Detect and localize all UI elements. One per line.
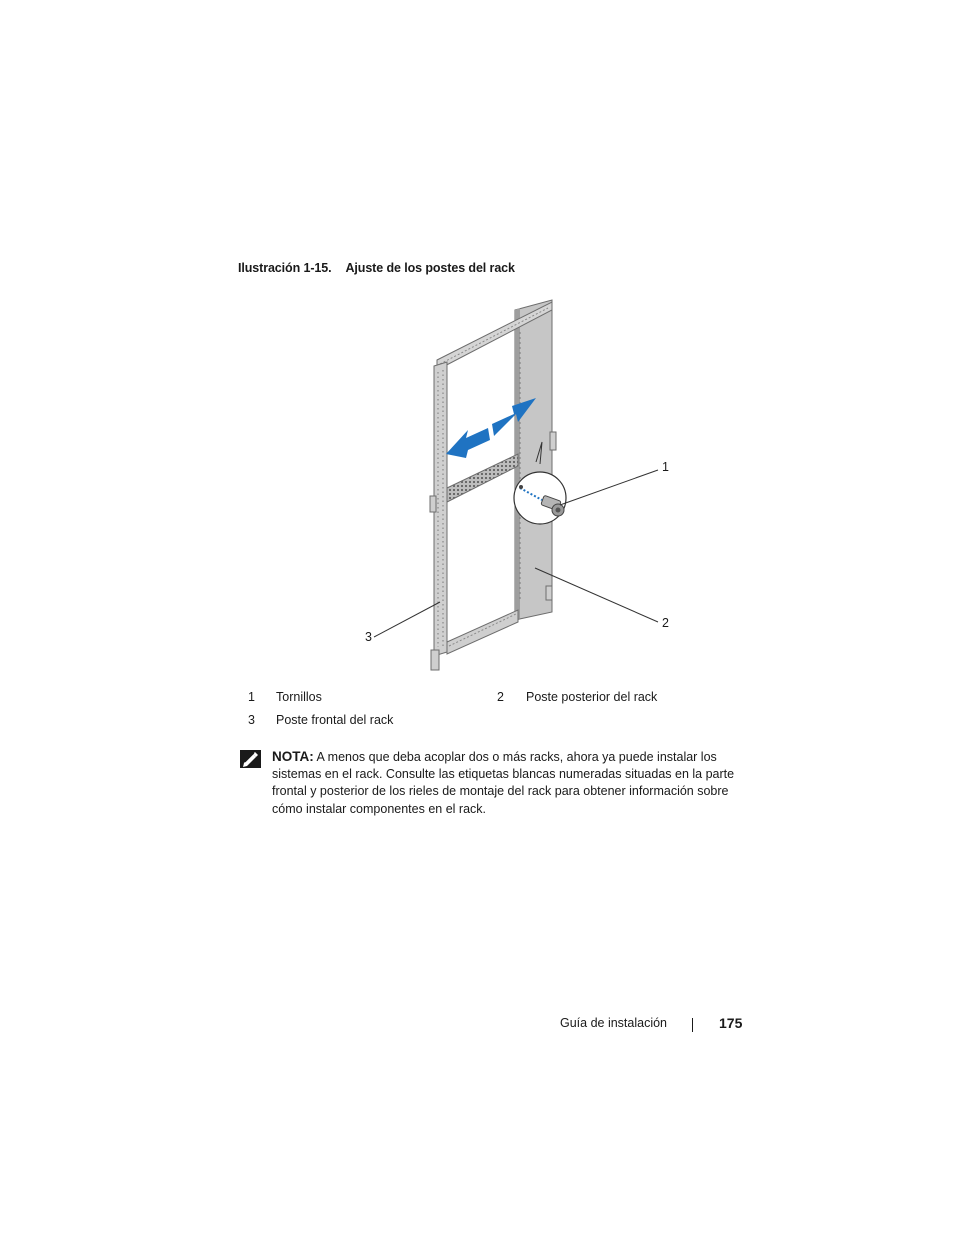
figure-label: Ilustración 1-15. bbox=[238, 261, 332, 275]
legend-text-1: Tornillos bbox=[276, 690, 322, 704]
pencil-note-icon bbox=[240, 750, 261, 768]
callout-3: 3 bbox=[365, 630, 372, 644]
page-number: 175 bbox=[719, 1015, 743, 1031]
rear-post bbox=[515, 300, 552, 620]
rack-post-illustration bbox=[360, 292, 680, 677]
legend-num-1: 1 bbox=[248, 690, 255, 704]
footer-doc-title: Guía de instalación bbox=[560, 1016, 668, 1030]
legend-num-2: 2 bbox=[497, 690, 504, 704]
legend-row bbox=[248, 690, 728, 713]
note-text bbox=[272, 748, 742, 818]
callout-1: 1 bbox=[662, 460, 669, 474]
legend-text-3: Poste frontal del rack bbox=[276, 713, 394, 727]
figure-caption bbox=[238, 261, 515, 275]
figure-title: Ajuste de los postes del rack bbox=[345, 261, 515, 275]
bottom-rail bbox=[447, 610, 518, 654]
callout-2: 2 bbox=[662, 616, 669, 630]
legend-row bbox=[248, 713, 728, 736]
figure-legend bbox=[248, 690, 728, 736]
middle-rail bbox=[447, 454, 518, 502]
note-body: A menos que deba acoplar dos o más racks, ahora ya puede instalar los sistemas en el rack. Consulte las etiquetas blancas numeradas situadas en la parte frontal y posterior de los rieles de montaje del rack para obtener información sobre cómo instalar componentes en el rack. bbox=[272, 750, 735, 816]
legend-num-3: 3 bbox=[248, 713, 255, 727]
footer-divider bbox=[692, 1018, 693, 1032]
legend-text-2: Poste posterior del rack bbox=[526, 690, 658, 704]
note-label: NOTA: bbox=[272, 749, 314, 764]
